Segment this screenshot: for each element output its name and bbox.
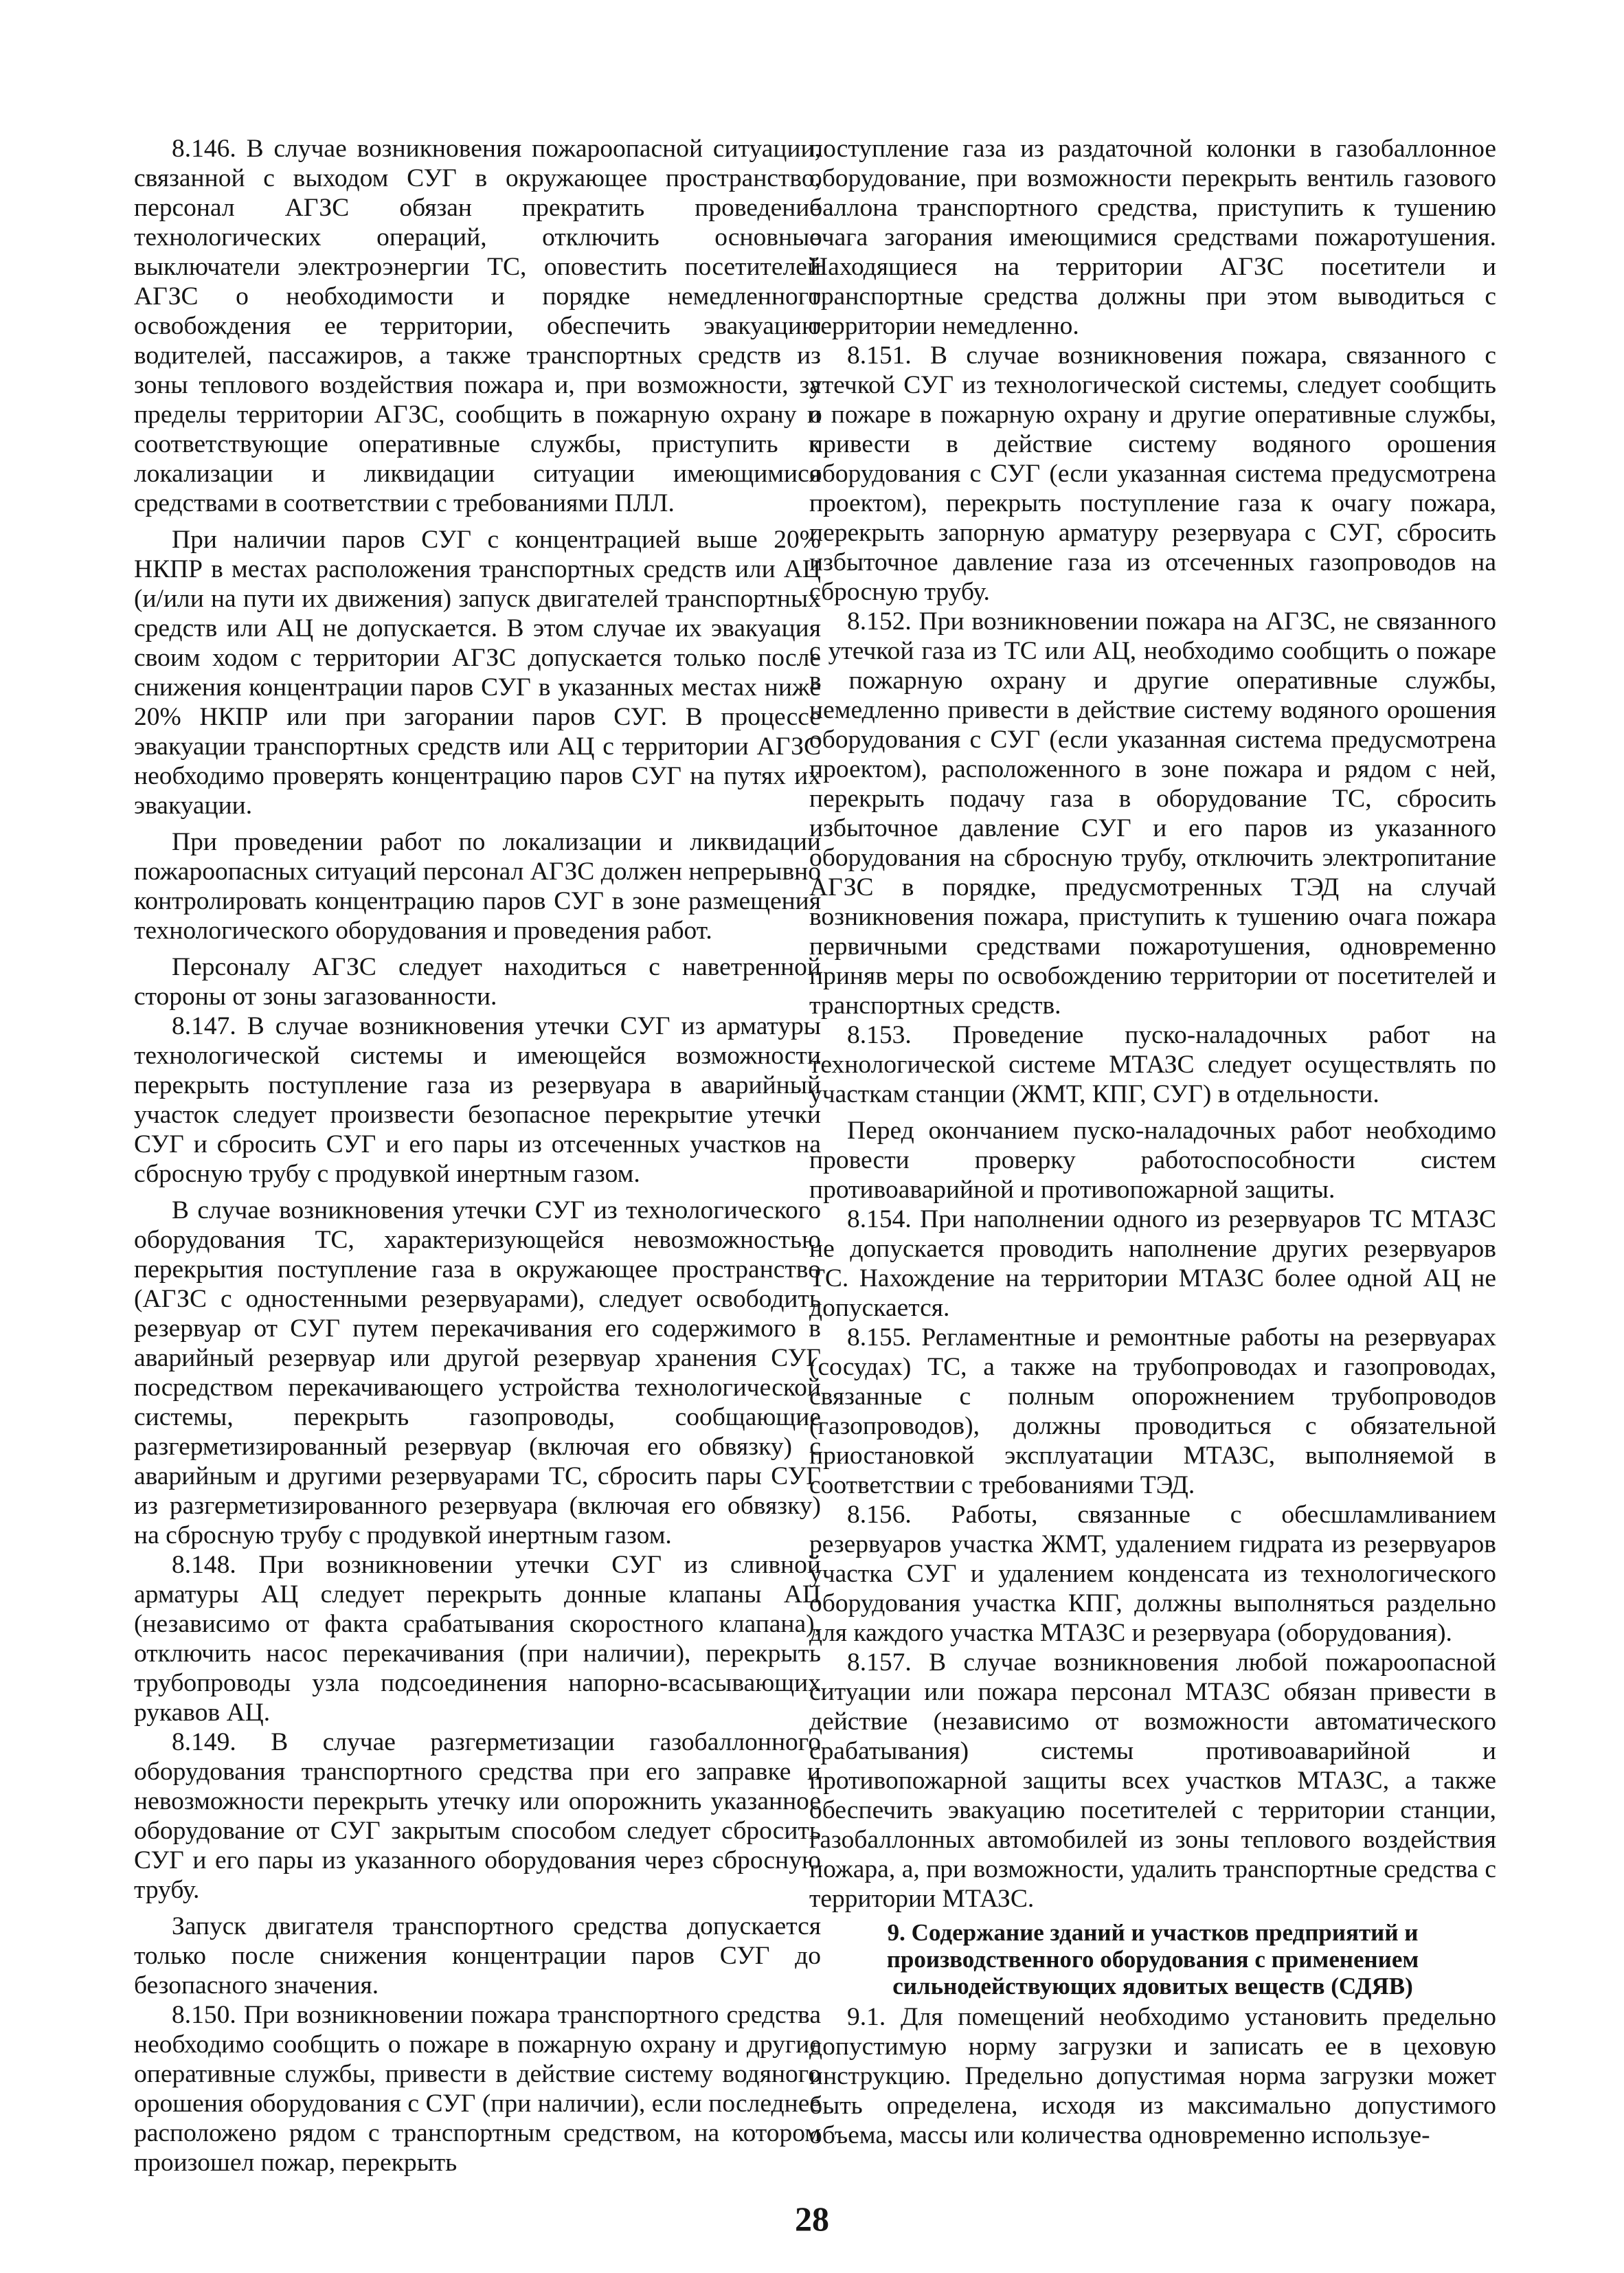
paragraph-8-151: 8.151. В случае возникновения пожара, связанного с утечкой СУГ из технологической системы, следует сообщить о пожаре в пожарную охрану и другие оперативные службы, привести в действие систему водяного орошения оборудования с СУГ (если указанная система предусмотрена проектом), перекрыть поступление газа к очагу пожара, перекрыть запорную арматуру резервуара с СУГ, сбросить избыточное давление газа из отсеченных газопроводов на сбросную трубу. xyxy=(809,341,1496,606)
paragraph-9-1: 9.1. Для помещений необходимо установить предельно допустимую норму загрузки и записать ее в цеховую инструкцию. Предельно допустимая норма загрузки может быть определена, исходя из максимально допустимого объема, массы или количества одновременно используе- xyxy=(809,2003,1496,2149)
paragraph-8-157: 8.157. В случае возникновения любой пожароопасной ситуации или пожара персонал МТАЗС обязан привести в действие (независимо от возможности автоматического срабатывания) системы противоаварийной и противопожарной защиты всех участков МТАЗС, а также обеспечить эвакуацию посетителей с территории станции, газобаллонных автомобилей из зоны теплового воздействия пожара, а, при возможности, удалить транспортные средства с территории МТАЗС. xyxy=(809,1648,1496,1913)
paragraph-8-152: 8.152. При возникновении пожара на АГЗС, не связанного с утечкой газа из ТС или АЦ, необходимо сообщить о пожаре в пожарную охрану и другие оперативные службы, немедленно привести в действие систему водяного орошения оборудования с СУГ (если указанная система предусмотрена проектом), расположенного в зоне пожара и рядом с ней, перекрыть подачу газа в оборудование ТС, сбросить избыточное давление СУГ и его паров из указанного оборудования на сбросную трубу, отключить электропитание АГЗС в порядке, предусмотренных ТЭД на случай возникновения пожара, приступить к тушению очага пожара первичными средствами пожаротушения, одновременно приняв меры по освобождению территории от посетителей и транспортных средств. xyxy=(809,607,1496,1020)
paragraph-8-150: 8.150. При возникновении пожара транспортного средства необходимо сообщить о пожаре в пожарную охрану и другие оперативные службы, привести в действие систему водяного орошения оборудования с СУГ (при наличии), если последнее расположено рядом с транспортным средством, на котором произошел пожар, перекрыть xyxy=(134,2001,821,2177)
paragraph-8-147: 8.147. В случае возникновения утечки СУГ из арматуры технологической системы и имеющейся возможности перекрыть поступление газа из резервуара в аварийный участок следует произвести безопасное перекрытие утечки СУГ и сбросить СУГ и его пары из отсеченных участков на сбросную трубу с продувкой инертным газом. xyxy=(134,1012,821,1188)
left-column xyxy=(134,134,821,2177)
paragraph-single-wall-tanks: В случае возникновения утечки СУГ из технологического оборудования ТС, характеризующейся невозможностью перекрытия поступление газа в окружающее пространство (АГЗС с одностенными резервуарами), следует освободить резервуар от СУГ путем перекачивания его содержимого в аварийный резервуар или другой резервуар хранения СУГ посредством перекачивающего устройства технологической системы, перекрыть газопроводы, сообщающие разгерметизированный резервуар (включая его обвязку) с аварийным и другими резервуарами ТС, сбросить пары СУГ из разгерметизированного резервуара (включая его обвязку) на сбросную трубу с продувкой инертным газом. xyxy=(134,1196,821,1549)
section-heading-9: 9. Содержание зданий и участков предприятий и производственного оборудования с применением сильнодействующих ядовитых веществ (СДЯВ) xyxy=(886,1919,1419,2000)
paragraph-windward-side: Персоналу АГЗС следует находиться с наветренной стороны от зоны загазованности. xyxy=(134,953,821,1011)
right-column xyxy=(809,134,1496,2150)
paragraph-before-commissioning-end: Перед окончанием пуско-наладочных работ необходимо провести проверку работоспособности систем противоаварийной и противопожарной защиты. xyxy=(809,1117,1496,1204)
paragraph-8-149: 8.149. В случае разгерметизации газобаллонного оборудования транспортного средства при его заправке и невозможности перекрыть утечку или опорожнить указанное оборудование от СУГ закрытым способом следует сбросить СУГ и его пары из указанного оборудования через сбросную трубу. xyxy=(134,1728,821,1904)
paragraph-8-153: 8.153. Проведение пуско-наладочных работ на технологической системе МТАЗС следует осуществлять по участкам станции (ЖМТ, КПГ, СУГ) в отдельности. xyxy=(809,1021,1496,1108)
paragraph-8-146: 8.146. В случае возникновения пожароопасной ситуации, связанной с выходом СУГ в окружающее пространство, персонал АГЗС обязан прекратить проведение технологических операций, отключить основные выключатели электроэнергии ТС, оповестить посетителей АГЗС о необходимости и порядке немедленного освобождения ее территории, обеспечить эвакуацию водителей, пассажиров, а также транспортных средств из зоны теплового воздействия пожара и, при возможности, за пределы территории АГЗС, сообщить в пожарную охрану и соответствующие оперативные службы, приступить к локализации и ликвидации ситуации имеющимися средствами в соответствии с требованиями ПЛЛ. xyxy=(134,135,821,517)
paragraph-8-154: 8.154. При наполнении одного из резервуаров ТС МТАЗС не допускается проводить наполнение других резервуаров ТС. Нахождение на территории МТАЗС более одной АЦ не допускается. xyxy=(809,1205,1496,1322)
paragraph-localization-works: При проведении работ по локализации и ликвидации пожароопасных ситуаций персонал АГЗС должен непрерывно контролировать концентрацию паров СУГ в зоне размещения технологического оборудования и проведения работ. xyxy=(134,828,821,945)
paragraph-8-148: 8.148. При возникновении утечки СУГ из сливной арматуры АЦ следует перекрыть донные клапаны АЦ (независимо от факта срабатывания скоростного клапана), отключить насос перекачивания (при наличии), перекрыть трубопроводы узла подсоединения напорно-всасывающих рукавов АЦ. xyxy=(134,1551,821,1727)
paragraph-vapors-concentration: При наличии паров СУГ с концентрацией выше 20% НКПР в местах расположения транспортных средств или АЦ (и/или на пути их движения) запуск двигателей транспортных средств или АЦ не допускается. В этом случае их эвакуация своим ходом с территории АГЗС допускается только после снижения концентрации паров СУГ в указанных местах ниже 20% НКПР или при загорании паров СУГ. В процессе эвакуации транспортных средств или АЦ с территории АГЗС необходимо проверять концентрацию паров СУГ на путях их эвакуации. xyxy=(134,526,821,820)
paragraph-8-150-continued: поступление газа из раздаточной колонки в газобаллонное оборудование, при возможности перекрыть вентиль газового баллона транспортного средства, приступить к тушению очага загорания имеющимися средствами пожаротушения. Находящиеся на территории АГЗС посетители и транспортные средства должны при этом выводиться с территории немедленно. xyxy=(809,135,1496,340)
paragraph-8-156: 8.156. Работы, связанные с обесшламливанием резервуаров участка ЖМТ, удалением гидрата из резервуаров участка СУГ и удалением конденсата из технологического оборудования участка КПГ, должны выполняться раздельно для каждого участка МТАЗС и резервуара (оборудования). xyxy=(809,1501,1496,1647)
paragraph-8-155: 8.155. Регламентные и ремонтные работы на резервуарах (сосудах) ТС, а также на трубопроводах и газопроводах, связанные с полным опорожнением трубопроводов (газопроводов), должны проводиться с обязательной приостановкой эксплуатации МТАЗС, выполняемой в соответствии с требованиями ТЭД. xyxy=(809,1323,1496,1499)
paragraph-engine-start: Запуск двигателя транспортного средства допускается только после снижения концентрации паров СУГ до безопасного значения. xyxy=(134,1912,821,2000)
page-number: 28 xyxy=(795,2199,829,2238)
